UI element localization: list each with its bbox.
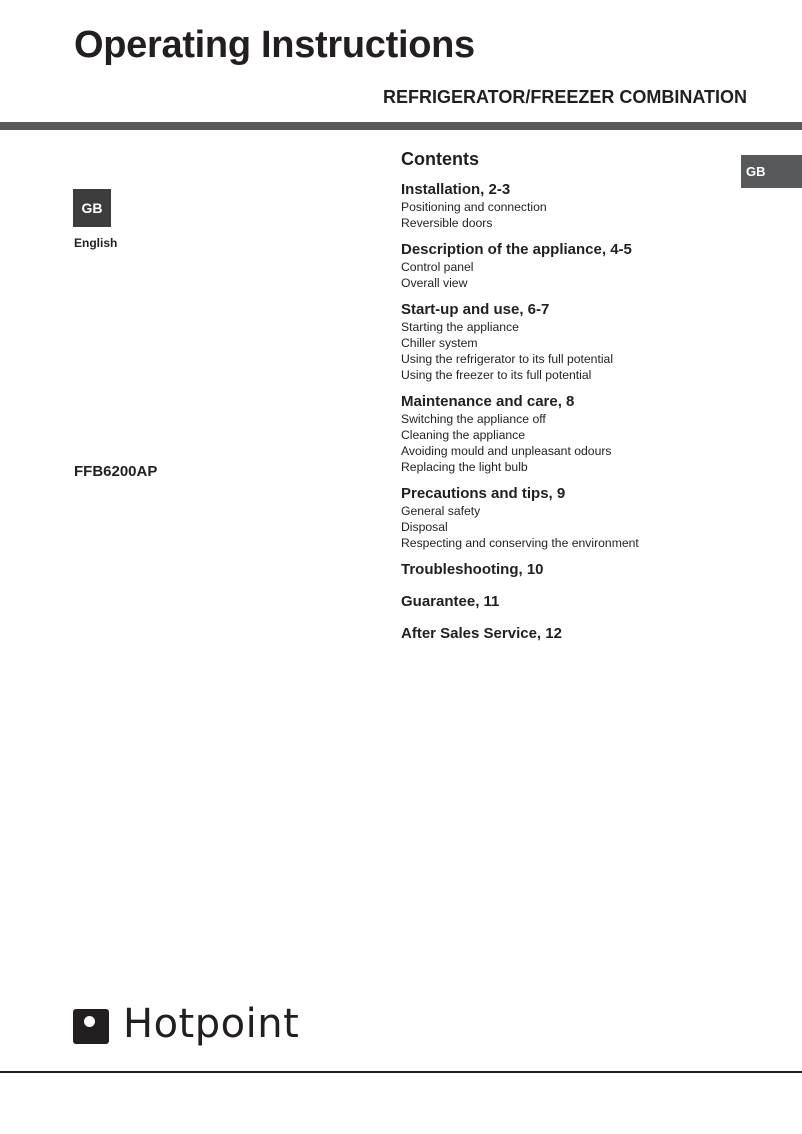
toc-section-description — [401, 241, 731, 291]
toc-section-guarantee — [401, 593, 731, 611]
toc-heading: Troubleshooting, 10 — [401, 561, 544, 578]
toc-item: Replacing the light bulb — [401, 460, 528, 474]
toc-item: Avoiding mould and unpleasant odours — [401, 444, 612, 458]
toc-item: Positioning and connection — [401, 200, 547, 214]
table-of-contents — [401, 148, 731, 657]
toc-item: Starting the appliance — [401, 320, 519, 334]
model-number: FFB6200AP — [74, 463, 158, 480]
toc-section-precautions — [401, 485, 731, 551]
toc-heading: Description of the appliance, 4-5 — [401, 241, 632, 258]
toc-item: Overall view — [401, 276, 468, 290]
logo-dot — [84, 1016, 95, 1027]
toc-section-troubleshooting — [401, 561, 731, 579]
footer-divider — [0, 1071, 802, 1073]
header-divider-bar — [0, 122, 802, 130]
contents-title: Contents — [401, 149, 479, 169]
toc-item: General safety — [401, 504, 481, 518]
hotpoint-logo — [73, 1001, 300, 1047]
language-label: English — [74, 236, 118, 250]
toc-section-startup — [401, 301, 731, 383]
toc-item: Chiller system — [401, 336, 478, 350]
toc-item: Cleaning the appliance — [401, 428, 525, 442]
hotpoint-logo-mark-icon — [73, 1009, 109, 1044]
toc-item: Switching the appliance off — [401, 412, 546, 426]
toc-section-after-sales — [401, 625, 731, 643]
language-badge: GB — [73, 189, 111, 227]
document-subtitle: REFRIGERATOR/FREEZER COMBINATION — [383, 87, 747, 107]
toc-item: Using the freezer to its full potential — [401, 368, 592, 382]
document-title: Operating Instructions — [74, 24, 475, 66]
toc-item: Control panel — [401, 260, 474, 274]
toc-heading: Guarantee, 11 — [401, 593, 500, 610]
toc-section-installation — [401, 181, 731, 231]
toc-heading: After Sales Service, 12 — [401, 625, 562, 642]
toc-item: Reversible doors — [401, 216, 493, 230]
toc-item: Respecting and conserving the environment — [401, 536, 639, 550]
toc-heading: Installation, 2-3 — [401, 181, 511, 198]
toc-heading: Start-up and use, 6-7 — [401, 301, 550, 318]
toc-item: Using the refrigerator to its full potential — [401, 352, 614, 366]
language-side-tab: GB — [741, 155, 802, 188]
toc-item: Disposal — [401, 520, 448, 534]
toc-section-maintenance — [401, 393, 731, 475]
toc-heading: Maintenance and care, 8 — [401, 393, 575, 410]
toc-heading: Precautions and tips, 9 — [401, 485, 566, 502]
brand-name: Hotpoint — [123, 1001, 300, 1047]
